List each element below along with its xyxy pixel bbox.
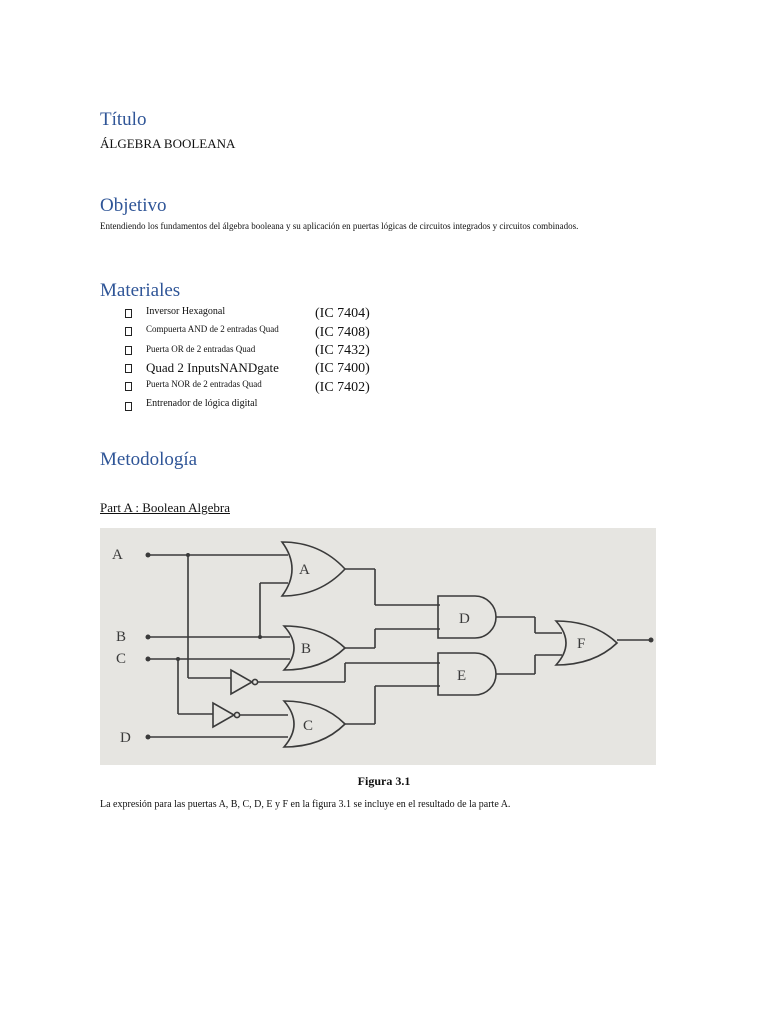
objective-text: Entendiendo los fundamentos del álgebra booleana y su aplicación en puertas lógicas de circuitos integrados y circuitos combinados. — [100, 221, 579, 231]
checkbox-icon — [125, 402, 132, 411]
material-code: (IC 7404) — [315, 306, 370, 321]
input-a-label: A — [112, 547, 123, 563]
gate-b-label: B — [301, 641, 312, 657]
title-heading: Título — [100, 109, 147, 130]
material-item — [125, 342, 525, 360]
input-b-label: B — [116, 629, 127, 645]
material-label: Inversor Hexagonal — [146, 306, 226, 317]
gate-c-label: C — [303, 718, 314, 734]
material-code: (IC 7432) — [315, 343, 370, 358]
material-item — [125, 378, 525, 396]
checkbox-icon — [125, 327, 132, 336]
input-d-label: D — [120, 730, 131, 746]
gate-a-label: A — [299, 562, 310, 578]
logic-circuit-diagram — [100, 528, 656, 765]
circuit-figure — [100, 528, 656, 765]
material-item — [125, 305, 525, 323]
material-label: Puerta NOR de 2 entradas Quad — [146, 379, 262, 389]
gate-e-label: E — [457, 668, 467, 684]
gate-f-label: F — [577, 636, 586, 652]
figure-caption: Figura 3.1 — [357, 774, 411, 788]
methodology-heading: Metodología — [100, 449, 198, 470]
material-item — [125, 398, 525, 416]
material-label: Entrenador de lógica digital — [146, 398, 258, 409]
material-code: (IC 7402) — [315, 380, 370, 395]
input-c-label: C — [116, 651, 127, 667]
title-value: ÁLGEBRA BOOLEANA — [100, 136, 236, 151]
material-code: (IC 7400) — [315, 361, 370, 376]
material-code: (IC 7408) — [315, 325, 370, 340]
checkbox-icon — [125, 309, 132, 318]
objective-heading: Objetivo — [100, 195, 167, 216]
material-label: Quad 2 InputsNANDgate — [146, 360, 279, 375]
part-a-title: Part A : Boolean Algebra — [100, 500, 230, 515]
material-item — [125, 323, 525, 341]
material-label: Compuerta AND de 2 entradas Quad — [146, 324, 279, 334]
materials-heading: Materiales — [100, 280, 181, 301]
material-label: Puerta OR de 2 entradas Quad — [146, 344, 256, 354]
checkbox-icon — [125, 382, 132, 391]
gate-d-label: D — [459, 611, 470, 627]
material-item — [125, 360, 525, 378]
checkbox-icon — [125, 346, 132, 355]
checkbox-icon — [125, 364, 132, 373]
figure-paragraph: La expresión para las puertas A, B, C, D, E y F en la figura 3.1 se incluye en el resultado de la parte A. — [100, 799, 511, 810]
